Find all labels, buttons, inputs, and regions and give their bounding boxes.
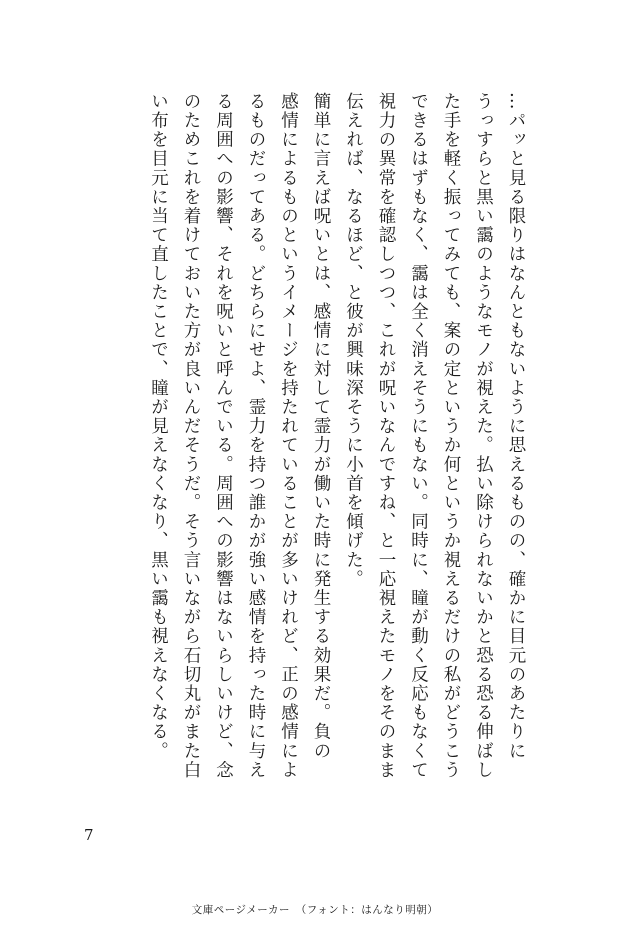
text-line: た手を軽く振ってみても、案の定というか何というか視えるだけの私がどうこう <box>441 92 461 780</box>
text-line: …パッと見る限りはなんともないように思えるものの、確かに目元のあたりに <box>506 92 526 761</box>
footer-credit: 文庫ページメーカー （フォント：はんなり明朝） <box>191 904 439 916</box>
text-line: 簡単に言えば呪いとは、感情に対して霊力が働いた時に発生する効果だ。負の <box>311 92 331 761</box>
text-line: のためこれを着けておいた方が良いんだそうだ。そう言いながら石切丸がまた白 <box>181 92 201 780</box>
page-number: 7 <box>84 826 94 844</box>
text-line: できるはずもなく、靄は全く消えそうにもない。同時に、瞳が動く反応もなくて <box>408 92 429 780</box>
text-line: 感情によるものというイメージを持たれていることが多いけれど、正の感情によ <box>278 92 299 780</box>
paragraph-1 <box>337 92 532 780</box>
text-line: 伝えれば、なるほど、と彼が興味深そうに小首を傾げた。 <box>343 92 364 589</box>
text-line: る周囲への影響、それを呪いと呼んでいる。周囲への影響はないらしいけど、念 <box>213 92 234 780</box>
vertical-text-body <box>110 92 533 780</box>
text-line: い布を目元に当て直したことで、瞳が見えなくなり、黒い靄も視えなくなる。 <box>148 92 169 761</box>
text-line: るものだってある。どちらにせよ、霊力を持つ誰かが強い感情を持った時に与え <box>246 92 266 780</box>
text-line: 視力の異常を確認しつつ、これが呪いなんですね、と一応視えたモノをそのまま <box>376 92 396 780</box>
paragraph-2 <box>142 92 337 780</box>
text-line: うっすらと黒い靄のようなモノが視えた。払い除けられないかと恐る恐る伸ばし <box>473 92 494 780</box>
